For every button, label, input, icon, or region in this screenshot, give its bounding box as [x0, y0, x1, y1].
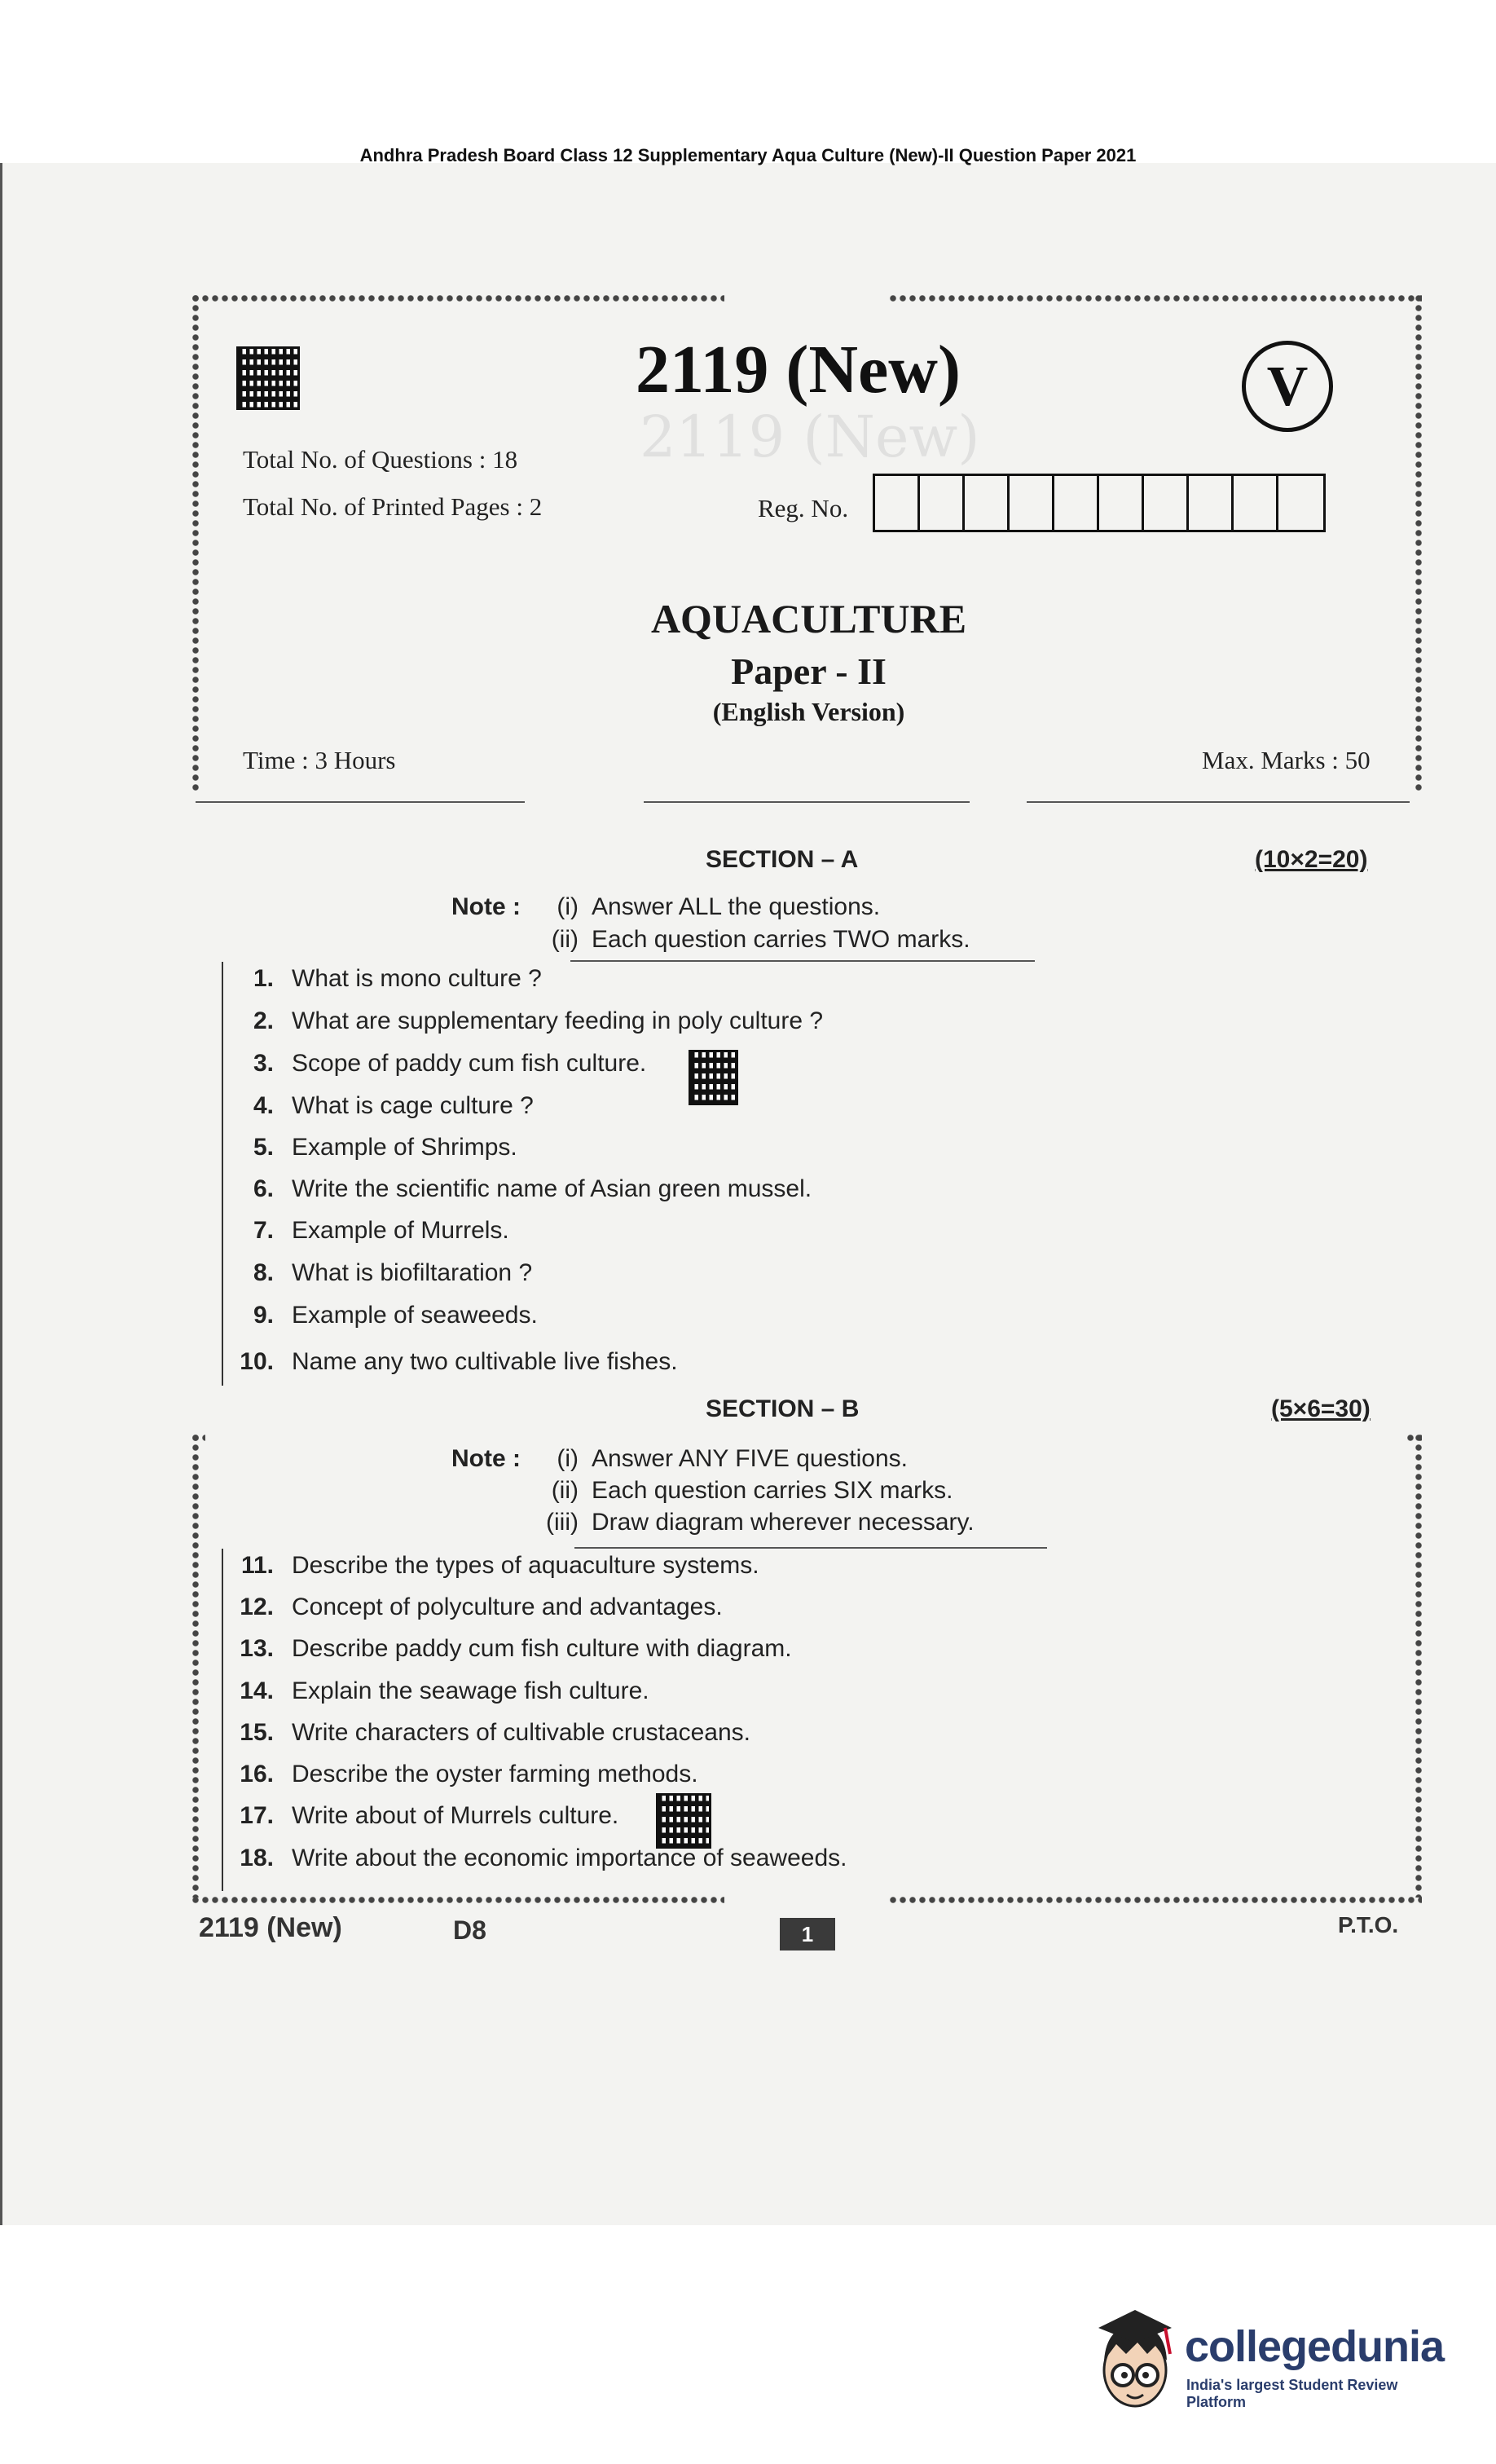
frame-top-dots-right	[888, 293, 1422, 302]
question-number: 11.	[240, 1552, 274, 1579]
question-item	[227, 1007, 823, 1035]
question-item	[227, 965, 542, 993]
question-text: Concept of polyculture and advantages.	[292, 1593, 723, 1620]
question-number: 1.	[253, 965, 274, 992]
question-number: 2.	[253, 1007, 274, 1034]
footer-set: D8	[453, 1915, 486, 1945]
question-text: Explain the seawage fish culture.	[292, 1677, 649, 1704]
question-text: What is cage culture ?	[292, 1092, 534, 1119]
reg-label: Reg. No.	[758, 494, 849, 522]
note-number: (iii)	[546, 1509, 579, 1536]
question-text: Write about of Murrels culture.	[292, 1802, 619, 1829]
subject-title: AQUACULTURE	[650, 596, 967, 641]
qr-code-icon	[689, 1050, 738, 1105]
question-number: 5.	[253, 1134, 274, 1161]
question-text: Example of seaweeds.	[292, 1302, 538, 1329]
question-margin-line	[222, 962, 223, 1386]
note-number: (i)	[557, 1445, 579, 1472]
question-item	[227, 1593, 723, 1621]
section-b-note	[530, 1509, 975, 1536]
pto-label: P.T.O.	[1338, 1912, 1399, 1937]
qr-code-icon	[236, 346, 300, 410]
printed-pages: Total No. of Printed Pages : 2	[243, 492, 543, 521]
question-item	[227, 1348, 678, 1376]
frame-bottom-line	[644, 801, 970, 803]
question-item	[227, 1845, 847, 1872]
question-number: 9.	[253, 1302, 274, 1329]
logo-tagline: India's largest Student Review Platform	[1186, 2377, 1398, 2410]
document-title: Andhra Pradesh Board Class 12 Supplementary Aqua Culture (New)-II Question Paper 2021	[359, 145, 1137, 165]
question-item	[227, 1302, 538, 1329]
question-text: Describe the types of aquaculture systems.	[292, 1552, 759, 1579]
question-number: 7.	[253, 1217, 274, 1244]
question-number: 8.	[253, 1259, 274, 1286]
question-number: 10.	[240, 1348, 274, 1375]
note-number: (i)	[557, 893, 579, 920]
question-text: Scope of paddy cum fish culture.	[292, 1050, 647, 1077]
frame-top-dots	[191, 293, 724, 302]
note-text: Answer ANY FIVE questions.	[592, 1445, 908, 1472]
question-item	[227, 1635, 792, 1663]
section-b-note-label: Note :	[451, 1445, 521, 1472]
note-text: Answer ALL the questions.	[592, 893, 881, 920]
question-item	[227, 1092, 534, 1120]
scan-edge	[0, 163, 2, 2225]
question-item	[227, 1134, 517, 1161]
question-text: What is biofiltaration ?	[292, 1259, 533, 1286]
note-underline	[574, 1547, 1047, 1549]
question-number: 4.	[253, 1092, 274, 1119]
frame-bottom-line	[196, 801, 525, 803]
paper-number: Paper - II	[731, 650, 887, 692]
question-number: 3.	[253, 1050, 274, 1077]
question-text: Write about the economic importance of seaweeds.	[292, 1845, 847, 1871]
question-number: 15.	[240, 1719, 274, 1746]
frame-bottom-dots	[191, 1895, 724, 1903]
version-badge: V	[1242, 341, 1333, 432]
collegedunia-logo	[1090, 2303, 1449, 2426]
question-number: 18.	[240, 1845, 274, 1871]
question-item	[227, 1175, 812, 1203]
max-marks: Max. Marks : 50	[1202, 746, 1371, 774]
section-a-title: SECTION – A	[706, 846, 859, 873]
note-text: Each question carries TWO marks.	[592, 926, 970, 953]
question-item	[227, 1761, 698, 1788]
question-item	[227, 1677, 649, 1705]
section-a-note-label: Note :	[451, 893, 521, 920]
question-number: 14.	[240, 1677, 274, 1704]
section-b-title: SECTION – B	[706, 1395, 860, 1422]
section-a-note	[530, 893, 880, 921]
note-number: (ii)	[551, 926, 579, 953]
question-text: Example of Murrels.	[292, 1217, 509, 1244]
question-number: 13.	[240, 1635, 274, 1662]
bleed-through-ghost: 2119 (New)	[640, 403, 980, 470]
section-b-note	[530, 1445, 908, 1473]
language-version: (English Version)	[712, 697, 905, 726]
question-number: 16.	[240, 1761, 274, 1787]
question-text: Describe paddy cum fish culture with diagram.	[292, 1635, 792, 1662]
mascot-icon	[1090, 2303, 1180, 2426]
question-number: 6.	[253, 1175, 274, 1202]
question-item	[227, 1259, 532, 1287]
question-text: What is mono culture ?	[292, 965, 542, 992]
question-text: What are supplementary feeding in poly culture ?	[292, 1007, 824, 1034]
question-item	[227, 1802, 618, 1830]
logo-name: collegedunia	[1185, 2322, 1445, 2371]
paper-code: 2119 (New)	[636, 332, 961, 408]
question-text: Describe the oyster farming methods.	[292, 1761, 698, 1787]
question-item	[227, 1719, 750, 1747]
question-text: Write characters of cultivable crustaceans.	[292, 1719, 751, 1746]
question-item	[227, 1050, 646, 1078]
time-allowed: Time : 3 Hours	[243, 746, 396, 774]
page-number: 1	[780, 1918, 835, 1950]
note-text: Each question carries SIX marks.	[592, 1477, 953, 1504]
question-margin-line	[222, 1549, 223, 1891]
note-underline	[570, 960, 1035, 962]
section-b-marks: (5×6=30)	[1271, 1395, 1371, 1422]
footer-code: 2119 (New)	[199, 1912, 342, 1943]
frame-bottom-line	[1027, 801, 1410, 803]
frame-right-dots	[1414, 1433, 1422, 1898]
section-a-note	[530, 926, 970, 954]
note-text: Draw diagram wherever necessary.	[592, 1509, 975, 1536]
frame-left-dots	[191, 1433, 199, 1898]
total-questions: Total No. of Questions : 18	[243, 445, 518, 474]
reg-number-boxes	[873, 474, 1326, 532]
question-number: 17.	[240, 1802, 274, 1829]
question-item	[227, 1552, 759, 1580]
question-text: Write the scientific name of Asian green mussel.	[292, 1175, 812, 1202]
question-item	[227, 1217, 509, 1245]
section-a-marks: (10×2=20)	[1255, 846, 1368, 873]
qr-code-icon	[656, 1793, 711, 1849]
section-b-note	[530, 1477, 953, 1505]
question-number: 12.	[240, 1593, 274, 1620]
question-text: Name any two cultivable live fishes.	[292, 1348, 678, 1375]
frame-bottom-dots	[888, 1895, 1422, 1903]
note-number: (ii)	[551, 1477, 579, 1504]
question-text: Example of Shrimps.	[292, 1134, 517, 1161]
